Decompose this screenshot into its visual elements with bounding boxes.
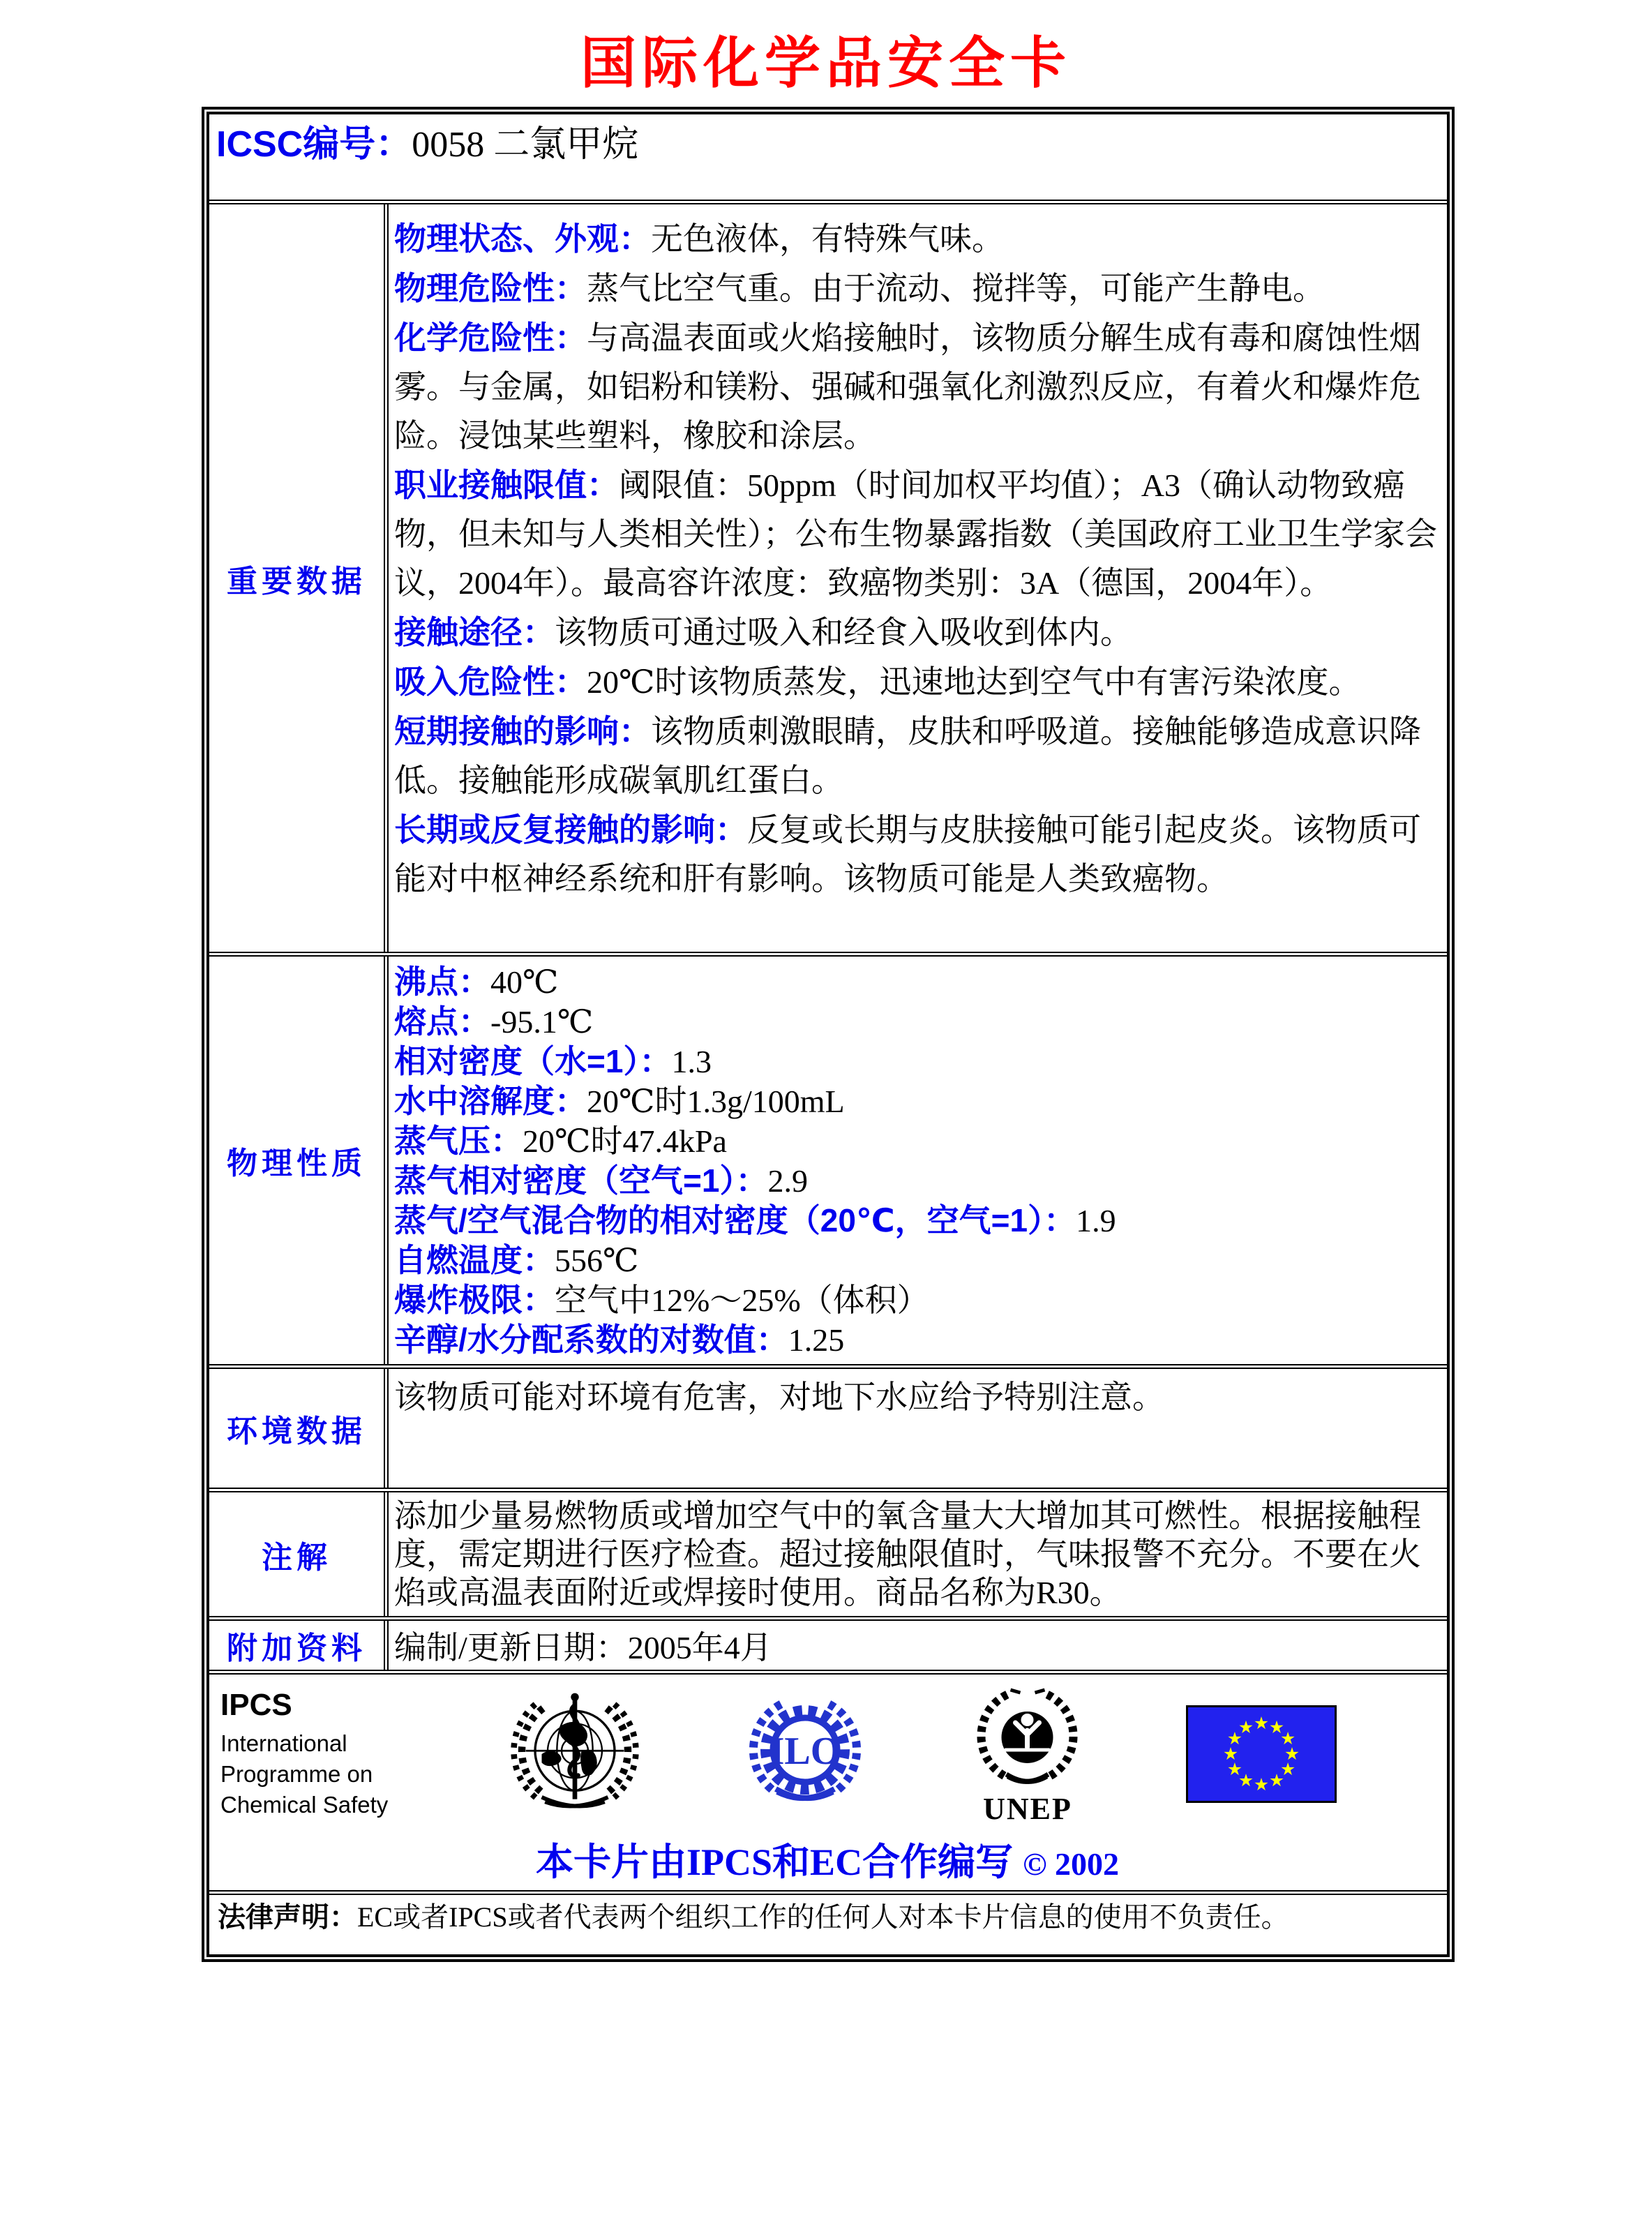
physical-item xyxy=(394,1002,1440,1042)
important-item xyxy=(394,264,1440,313)
item-label: 短期接触的影响： xyxy=(394,713,651,749)
who-logo-icon xyxy=(509,1688,641,1820)
legal-label: 法律声明： xyxy=(218,1902,357,1933)
logos-row xyxy=(209,1670,1447,1890)
legal-text: EC或者IPCS或者代表两个组织工作的任何人对本卡片信息的使用不负责任。 xyxy=(357,1901,1289,1933)
important-data-content xyxy=(389,204,1447,952)
legal-text-line xyxy=(218,1901,1289,1933)
item-text: 空气中12%～25%（体积） xyxy=(555,1282,929,1318)
page-title: 国际化学品安全卡 xyxy=(580,30,1072,96)
item-text: 1.25 xyxy=(788,1322,845,1358)
environment-data-content: 该物质可能对环境有危害，对地下水应给予特别注意。 xyxy=(394,1379,1164,1415)
ilo-logo-icon xyxy=(741,1690,869,1818)
physical-item xyxy=(394,1161,1440,1201)
item-text: 20℃时47.4kPa xyxy=(523,1123,727,1159)
ipcs-text-block xyxy=(220,1688,409,1820)
item-text: 1.3 xyxy=(671,1044,712,1079)
physical-item xyxy=(394,1241,1440,1280)
physical-item xyxy=(394,1280,1440,1320)
item-label: 水中溶解度： xyxy=(394,1083,587,1119)
item-label: 沸点： xyxy=(394,964,490,1000)
important-item xyxy=(394,608,1440,657)
item-label: 熔点： xyxy=(394,1003,490,1040)
important-item xyxy=(394,805,1440,904)
ipcs-subtitle-line: International xyxy=(220,1730,347,1756)
item-text: -95.1℃ xyxy=(490,1004,594,1040)
notes-content: 添加少量易燃物质或增加空气中的氧含量大大增加其可燃性。根据接触程度，需定期进行医疗检查。超过接触限值时，气味报警不充分。不要在火焰或高温表面附近或焊接时使用。商品名称为R30。 xyxy=(394,1498,1421,1610)
important-item xyxy=(394,313,1440,460)
item-label: 长期或反复接触的影响： xyxy=(394,811,747,848)
additional-info-row xyxy=(209,1616,1447,1670)
ipcs-subtitle-line: Programme on xyxy=(220,1761,373,1787)
item-label: 蒸气压： xyxy=(394,1123,523,1159)
important-data-row xyxy=(209,200,1447,952)
additional-info-content: 编制/更新日期：2005年4月 xyxy=(394,1630,772,1665)
copyright-text: © 2002 xyxy=(1023,1846,1119,1882)
item-text: 20℃时该物质蒸发，迅速地达到空气中有害污染浓度。 xyxy=(587,664,1361,700)
logos-strip xyxy=(220,1682,1434,1827)
physical-properties-row xyxy=(209,952,1447,1364)
important-item xyxy=(394,657,1440,707)
item-label: 接触途径： xyxy=(394,614,555,650)
physical-item xyxy=(394,1081,1440,1121)
item-text: 阈限值：50ppm（时间加权平均值）；A3（确认动物致癌物，但未知与人类相关性）；公布生物暴露指数（美国政府工业卫生学家会议，2004年）。最高容许浓度：致癌物类别：3A（德国，2004年）。 xyxy=(394,467,1437,601)
ilo-logo-text: ILO xyxy=(769,1730,841,1773)
important-item xyxy=(394,214,1440,264)
notes-row xyxy=(209,1488,1447,1616)
item-text: 该物质可通过吸入和经食入吸收到体内。 xyxy=(555,615,1132,650)
physical-item xyxy=(394,1320,1440,1360)
item-label: 蒸气/空气混合物的相对密度（20℃，空气=1）： xyxy=(394,1202,1076,1238)
row-label-notes: 注解 xyxy=(209,1492,389,1616)
row-label-additional: 附加资料 xyxy=(209,1621,389,1670)
chemical-name: 二氯甲烷 xyxy=(493,125,639,165)
unep-logo-icon xyxy=(969,1682,1086,1792)
item-label: 爆炸极限： xyxy=(394,1282,555,1318)
item-text: 1.9 xyxy=(1076,1203,1116,1238)
physical-item xyxy=(394,1121,1440,1161)
item-text: 与高温表面或火焰接触时，该物质分解生成有毒和腐蚀性烟雾。与金属，如铝粉和镁粉、强碱和强氧化剂激烈反应，有着火和爆炸危险。浸蚀某些塑料，橡胶和涂层。 xyxy=(394,320,1421,454)
row-label-important: 重要数据 xyxy=(209,204,389,952)
ipcs-subtitle-line: Chemical Safety xyxy=(220,1792,389,1818)
item-text: 反复或长期与皮肤接触可能引起皮炎。该物质可能对中枢神经系统和肝有影响。该物质可能是人类致癌物。 xyxy=(394,812,1421,897)
item-label: 吸入危险性： xyxy=(394,664,587,700)
unep-logo-text: UNEP xyxy=(983,1792,1072,1826)
row-label-physical: 物理性质 xyxy=(209,957,389,1364)
unep-block xyxy=(969,1682,1086,1827)
important-item xyxy=(394,707,1440,805)
physical-properties-content xyxy=(389,957,1447,1364)
icsc-number-label: ICSC编号： xyxy=(216,124,412,165)
item-text: 2.9 xyxy=(767,1163,808,1199)
item-text: 该物质刺激眼睛，皮肤和呼吸道。接触能够造成意识降低。接触能形成碳氧肌红蛋白。 xyxy=(394,714,1421,798)
header-row xyxy=(209,114,1447,200)
important-item xyxy=(394,460,1440,608)
item-text: 40℃ xyxy=(490,964,559,1000)
item-text: 20℃时1.3g/100mL xyxy=(587,1084,845,1119)
cooperation-caption xyxy=(220,1832,1434,1886)
legal-row xyxy=(209,1890,1447,1954)
item-label: 相对密度（水=1）： xyxy=(394,1043,672,1079)
physical-item xyxy=(394,1201,1440,1241)
item-text: 蒸气比空气重。由于流动、搅拌等，可能产生静电。 xyxy=(587,271,1325,306)
item-label: 职业接触限值： xyxy=(394,467,619,503)
environment-data-row xyxy=(209,1364,1447,1488)
ipcs-title: IPCS xyxy=(220,1688,292,1722)
item-text: 无色液体，有特殊气味。 xyxy=(651,221,1004,257)
item-label: 化学危险性： xyxy=(394,320,587,356)
icsc-card xyxy=(202,107,1455,1962)
item-label: 物理状态、外观： xyxy=(394,220,651,257)
icsc-number-value: 0058 xyxy=(412,125,485,165)
item-text: 556℃ xyxy=(555,1243,639,1278)
physical-item xyxy=(394,962,1440,1002)
physical-item xyxy=(394,1042,1440,1081)
item-label: 辛醇/水分配系数的对数值： xyxy=(394,1321,788,1358)
caption-text: 本卡片由IPCS和EC合作编写 xyxy=(536,1841,1014,1883)
item-label: 物理危险性： xyxy=(394,270,587,306)
item-label: 自燃温度： xyxy=(394,1242,555,1278)
item-label: 蒸气相对密度（空气=1）： xyxy=(394,1162,768,1199)
eu-flag-icon xyxy=(1186,1705,1337,1803)
icsc-number xyxy=(216,125,484,165)
row-label-environment: 环境数据 xyxy=(209,1369,389,1488)
